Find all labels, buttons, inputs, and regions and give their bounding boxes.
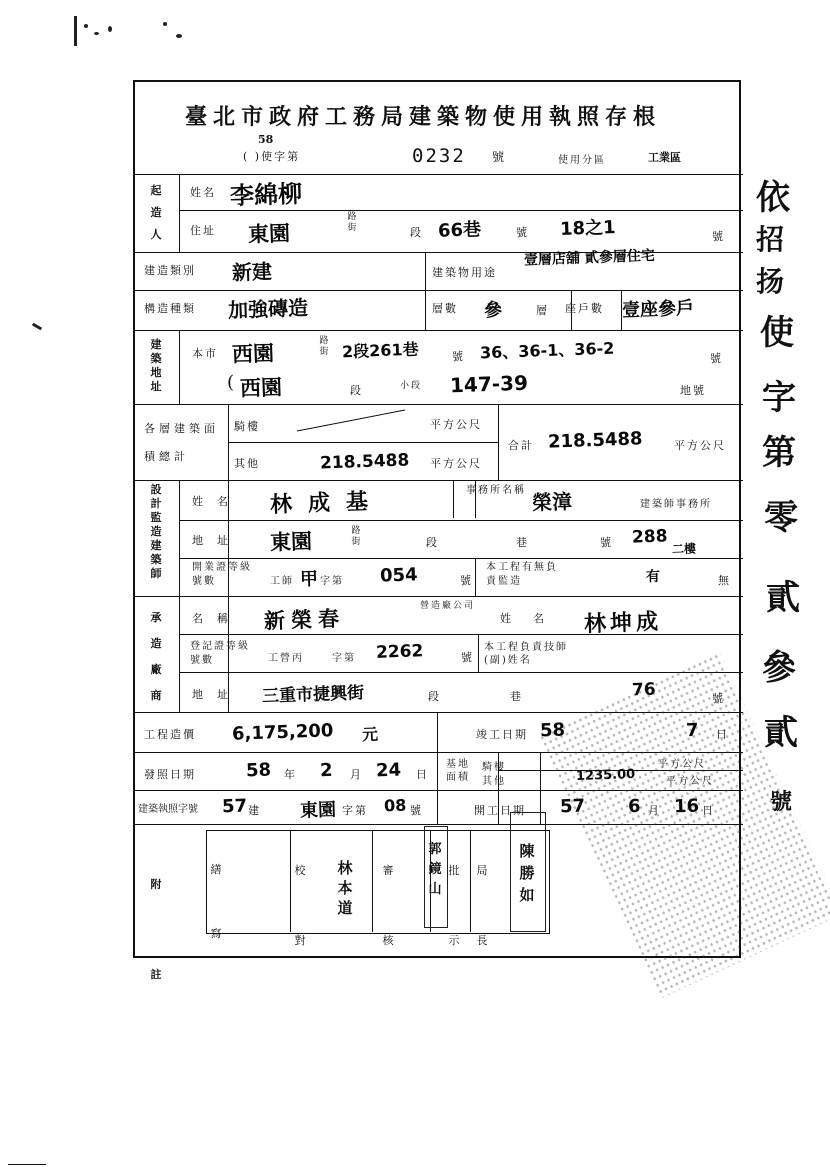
site-area-unit1: 平方公尺 [658,759,706,770]
permit-district: 東園 [299,799,337,822]
applicant-address-city: 東園 [247,221,291,247]
registration-number: 2262 [375,641,424,663]
lot-section-label: 段 [350,384,363,397]
margin-char: 字 [762,378,796,418]
contractor-group-label: 承造廠商 [150,611,162,702]
cert-class: 甲 [299,568,319,591]
start-day: 16 [673,795,700,818]
completion-label: 竣工日期 [476,728,528,741]
registration-end: 號 [461,651,474,664]
stamp-label-3: 批示 [448,864,460,947]
contractor-owner: 林坤成 [583,609,663,638]
margin-char: 第 [762,433,796,473]
site-arcade-label: 騎樓 [482,762,506,773]
office-label: 事務所名稱 [466,485,526,496]
start-month-label: 月 [648,804,661,817]
start-month: 6 [627,795,641,818]
applicant-number-label: 號 [516,226,529,239]
responsible-value: 有 [645,568,661,586]
applicant-group-label: 起造人 [150,184,162,241]
applicant-number: 18之1 [559,217,616,240]
designer-name-label: 姓名 [192,495,242,508]
cost-unit: 元 [361,724,379,745]
margin-char: 貳 [766,578,800,618]
area-label-text: 各層建築面積總計 [144,422,219,463]
contractor-address-number: 76 [631,679,657,701]
contractor-type-label: 營造廠公司 [420,601,476,611]
site-road: 西園 [231,341,275,367]
other-area-value: 218.5488 [319,450,410,474]
build-type-value: 新建 [231,259,273,285]
applicant-lane: 66巷 [437,219,482,242]
contractor-address-section: 段 [428,690,441,703]
issue-day-label: 日 [416,768,429,781]
issue-year: 58 [245,759,272,782]
applicant-name-label: 姓名 [190,186,216,199]
margin-char: 貳 [764,713,798,753]
stamp-label-2: 審核 [382,864,394,947]
designer-address-label: 地址 [192,534,242,547]
margin-char: 號 [770,789,793,815]
site-city-label: 本市 [192,347,218,360]
signature-0: 林本道 [337,859,353,917]
office-value: 榮漳 [531,489,573,515]
contractor-address-lane: 巷 [510,690,523,703]
designer-number: 288 [631,526,668,548]
lot-open-paren: ( [227,372,235,393]
stamp-box-frame [206,830,550,934]
site-area-value2: 1235.00 [575,766,636,785]
contractor-owner-label: 姓名 [500,612,566,625]
site-other-label: 其他 [482,776,506,787]
site-area-label: 基地面積 [446,759,470,783]
site-number-label: 號 [452,350,465,363]
applicant-address-label: 住址 [190,224,216,237]
responsible-label: 本工程有無負責監造 [486,562,558,587]
other-area-unit: 平方公尺 [430,457,482,470]
contractor-address: 三重市捷興街 [261,683,365,707]
households-label: 座戶數 [565,302,604,315]
cert-prefix: 工師 [270,576,294,587]
permit-word: 建 [248,804,261,817]
office-suffix: 建築師事務所 [640,499,712,510]
permit-end: 號 [410,804,423,817]
arcade-unit: 平方公尺 [430,418,482,431]
applicant-road-label: 路街 [347,212,357,233]
contractor-address-label: 地址 [192,688,242,701]
stamp-label-4: 局長 [476,864,488,947]
bottom-rule [8,1164,46,1165]
contractor-address-end: 號 [712,692,725,705]
build-use-value: 壹層店舖 貳參層住宅 [523,247,656,269]
cert-end: 號 [460,574,473,587]
total-area-label: 合計 [508,439,534,452]
designer-floor: 二樓 [671,541,697,557]
cert-label: 開業證等級號數 [192,562,252,587]
designer-section-label: 段 [426,536,439,549]
permit-year: 57 [221,795,248,818]
permit-zi: 字第 [342,804,368,817]
floors-unit: 層 [536,304,549,317]
margin-char: 使 [760,313,794,353]
area-label [144,415,224,471]
issue-label: 發照日期 [144,768,196,781]
floors-value: 參 [483,299,503,322]
binding-tick [32,323,42,331]
signature-2: 陳勝如 [519,842,535,904]
signature-1: 郭鏡山 [428,842,442,897]
designer-number-label: 號 [600,536,613,549]
use-zone-value: 工業區 [648,151,681,164]
issue-month-label: 月 [350,768,363,781]
margin-char: 依 [756,178,790,218]
lot-end: 地號 [680,384,706,397]
stamp-label-1: 校對 [294,864,306,947]
designer-address-city: 東園 [269,529,313,555]
lot-sub-label: 小段 [400,381,423,391]
issue-year-label: 年 [284,768,297,781]
other-area-label: 其他 [234,457,260,470]
issue-day: 24 [375,759,402,782]
applicant-address-end: 號 [712,230,725,243]
registration-label: 登記證等級號數 [190,641,250,666]
lot-number: 147-39 [449,370,529,398]
issue-month: 2 [319,759,333,782]
permit-label: 建築執照字號 [138,804,198,815]
struct-type-label: 構造種類 [144,302,196,315]
lot-district: 西園 [239,375,283,401]
contractor-name: 新榮春 [263,606,346,634]
cert-word: 字第 [320,576,344,587]
year-prefix: 58 [258,133,274,146]
completion-day-label: 日 [716,728,729,741]
scan-noise [68,14,208,64]
site-section: 2段261巷 [341,339,419,362]
build-use-label: 建築物用途 [432,266,497,279]
site-area-unit2: 平方公尺 [666,776,714,787]
households-value: 壹座參戶 [621,297,695,322]
cert-number: 054 [379,564,418,587]
margin-char: 招 [756,223,785,256]
margin-char: 零 [764,498,798,538]
cost-label: 工程造價 [144,728,196,741]
cost-value: 6,175,200 [231,720,334,745]
site-group-label: 建築地址 [150,338,162,393]
start-day-label: 日 [702,804,715,817]
margin-annotation [748,170,818,830]
designer-road-label: 路街 [351,526,361,547]
total-area-value: 218.5488 [547,428,643,453]
margin-char: 扬 [756,265,785,298]
responsible-end: 無 [718,574,731,587]
registration-word: 字第 [332,653,356,664]
build-type-label: 建造類別 [144,264,196,277]
completion-year: 58 [539,719,566,742]
contractor-name-label: 名稱 [192,612,242,625]
license-number: 0232 [412,145,466,167]
registration-prefix: 工營丙 [268,653,304,664]
start-year: 57 [559,795,586,818]
permit-number: 08 [383,795,407,816]
arcade-label: 騎樓 [234,420,260,433]
applicant-section-label: 段 [410,226,423,239]
notes-label: 附註 [150,878,162,981]
site-number-end: 號 [710,352,723,365]
paren-text: ( )使字第 [243,150,301,163]
license-suffix: 號 [492,150,505,164]
site-road-label: 路街 [319,336,329,357]
form-title: 臺北市政府工務局建築物使用執照存根 [185,104,662,130]
stamp-label-0: 繕寫 [210,863,222,940]
start-label: 開工日期 [474,804,526,817]
site-number: 36、36-1、36-2 [479,338,615,363]
designer-lane-label: 巷 [516,536,529,549]
applicant-name: 李綿柳 [229,179,303,211]
technician-label: 本工程負責技師(副)姓名 [484,642,568,666]
completion-month: 7 [685,719,699,742]
use-zone-label: 使用分區 [558,155,606,166]
struct-type-value: 加強磚造 [227,295,309,323]
total-area-unit: 平方公尺 [674,439,726,452]
margin-char: 參 [762,648,796,688]
designer-name: 林成基 [269,489,385,518]
floors-label: 層數 [432,302,458,315]
designer-group-label: 設計監造建築師 [150,483,162,580]
